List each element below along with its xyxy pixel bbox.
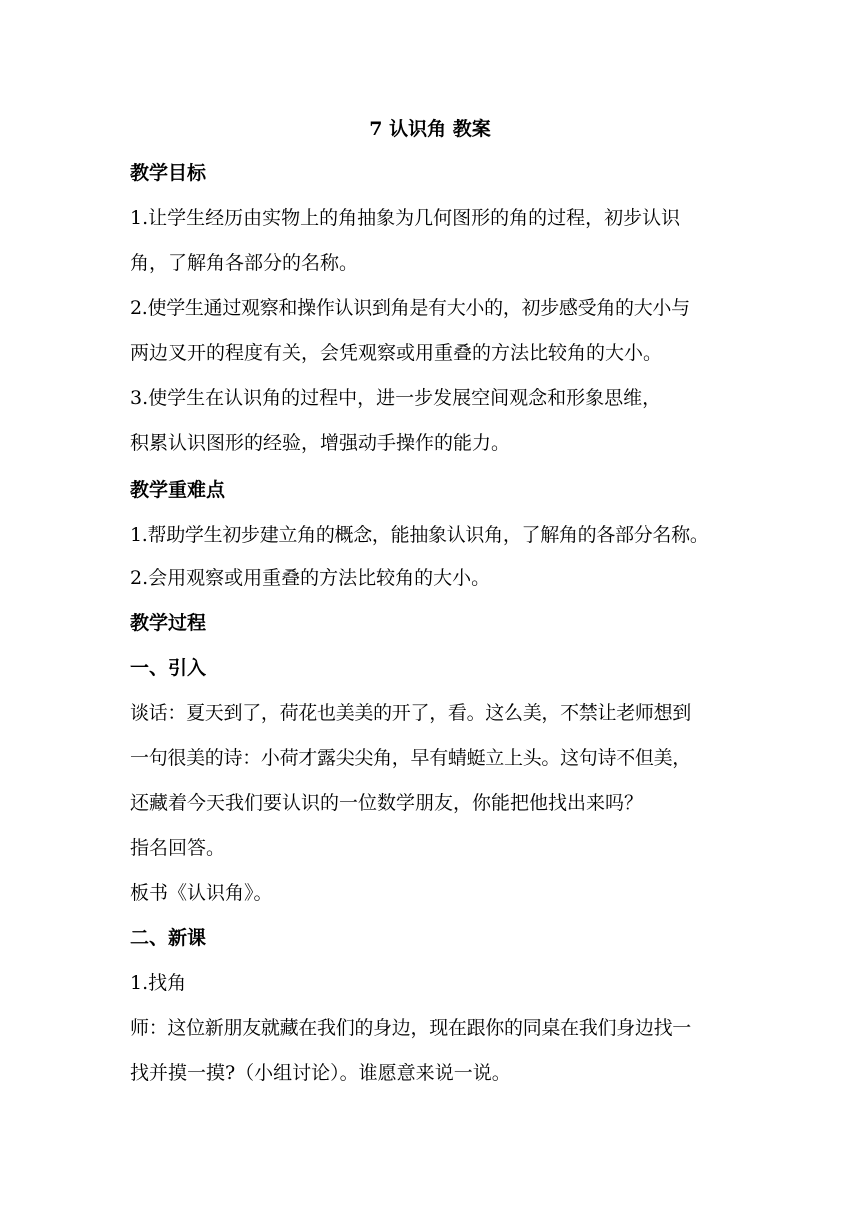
paragraph-line: 两边叉开的程度有关，会凭观察或用重叠的方法比较角的大小。 [130,342,663,364]
paragraph-line: 一句很美的诗：小荷才露尖尖角，早有蜻蜓立上头。这句诗不但美， [130,747,692,769]
paragraph-line: 师：这位新朋友就藏在我们的身边，现在跟你的同桌在我们身边找一 [130,1017,692,1039]
subsection-heading-intro: 一、引入 [130,657,207,679]
paragraph-line: 2.会用观察或用重叠的方法比较角的大小。 [130,567,491,589]
paragraph-line: 板书《认识角》。 [130,882,273,904]
paragraph-line: 2.使学生通过观察和操作认识到角是有大小的，初步感受角的大小与 [130,297,690,319]
paragraph-line: 1.让学生经历由实物上的角抽象为几何图形的角的过程，初步认识 [130,207,681,229]
paragraph-line: 指名回答。 [130,837,226,859]
subsection-heading-new-lesson: 二、新课 [130,927,207,949]
section-heading-process: 教学过程 [130,612,207,634]
section-heading-teaching-goals: 教学目标 [130,162,207,184]
paragraph-line: 积累认识图形的经验，增强动手操作的能力。 [130,432,511,454]
paragraph-line: 角，了解角各部分的名称。 [130,252,359,274]
document-title: 7 认识角 教案 [369,118,491,140]
paragraph-line: 找并摸一摸?（小组讨论）。谁愿意来说一说。 [130,1062,511,1084]
paragraph-line: 1.帮助学生初步建立角的概念，能抽象认识角，了解角的各部分名称。 [130,524,709,546]
paragraph-line: 谈话：夏天到了，荷花也美美的开了，看。这么美，不禁让老师想到 [130,702,692,724]
section-heading-key-points: 教学重难点 [130,479,226,501]
paragraph-line: 还藏着今天我们要认识的一位数学朋友，你能把他找出来吗？ [130,792,644,814]
paragraph-line: 1.找角 [130,972,187,994]
paragraph-line: 3.使学生在认识角的过程中，进一步发展空间观念和形象思维， [130,387,662,409]
